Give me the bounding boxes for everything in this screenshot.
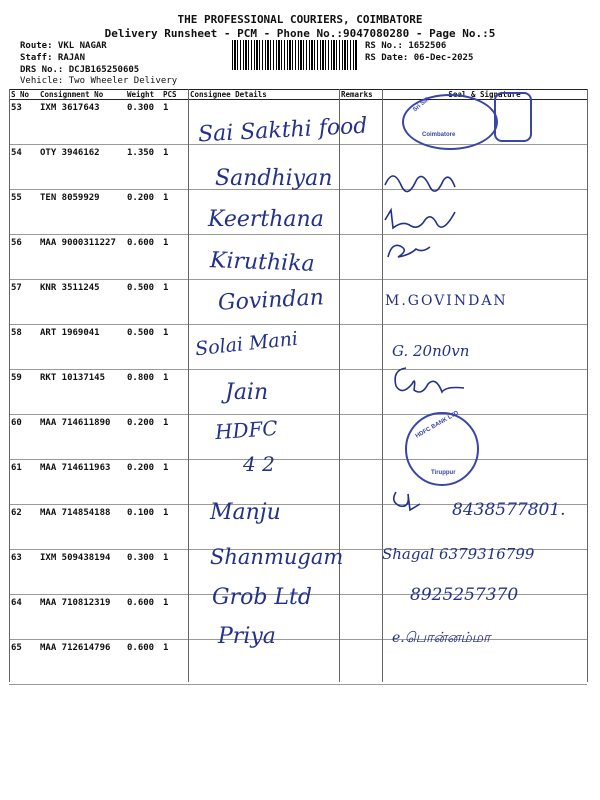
handwritten-consignee: Jain xyxy=(225,380,269,405)
cell-pcs: 1 xyxy=(161,595,188,640)
vehicle-label: Vehicle: Two Wheeler Delivery xyxy=(20,76,178,86)
cell-consignment: MAA 712614796 xyxy=(38,640,125,685)
handwritten-consignee: Kiruthika xyxy=(209,248,316,277)
cell-consignment: ART 1969041 xyxy=(38,325,125,370)
handwritten-consignee: Sai Sakthi food xyxy=(197,113,369,148)
cell-sno: 58 xyxy=(9,325,38,370)
cell-weight: 0.200 xyxy=(125,190,161,235)
cell-weight: 0.200 xyxy=(125,460,161,505)
cell-sno: 54 xyxy=(9,145,38,190)
phone-63: Shagal 6379316799 xyxy=(382,545,535,563)
table-row xyxy=(9,415,587,460)
cell-pcs: 1 xyxy=(161,550,188,595)
cell-sno: 64 xyxy=(9,595,38,640)
cell-pcs: 1 xyxy=(161,100,188,145)
column-divider xyxy=(9,89,10,682)
col-sno: S No xyxy=(9,90,38,100)
cell-weight: 0.500 xyxy=(125,325,161,370)
cell-consignment: IXM 509438194 xyxy=(38,550,125,595)
cell-pcs: 1 xyxy=(161,280,188,325)
signature-scribbles xyxy=(380,165,480,275)
cell-weight: 0.800 xyxy=(125,370,161,415)
cell-pcs: 1 xyxy=(161,460,188,505)
handwritten-consignee: HDFC xyxy=(214,415,279,445)
table-row xyxy=(9,370,587,415)
col-remarks: Remarks xyxy=(339,90,382,100)
cell-sno: 61 xyxy=(9,460,38,505)
cell-consignment: MAA 9000311227 xyxy=(38,235,125,280)
handwritten-consignee: Shanmugam xyxy=(210,545,344,569)
phone-64: 8925257370 xyxy=(410,585,519,605)
col-consignee: Consignee Details xyxy=(188,90,339,100)
cell-pcs: 1 xyxy=(161,640,188,685)
cell-pcs: 1 xyxy=(161,190,188,235)
signature-54 xyxy=(385,176,455,192)
cell-consignment: MAA 714611890 xyxy=(38,415,125,460)
table-row xyxy=(9,640,587,685)
cell-weight: 0.300 xyxy=(125,550,161,595)
cell-pcs: 1 xyxy=(161,505,188,550)
column-divider xyxy=(339,89,340,682)
signature-65: e.பொன்னம்மா xyxy=(392,630,491,646)
cell-pcs: 1 xyxy=(161,415,188,460)
signature-56 xyxy=(388,245,430,257)
cell-weight: 0.200 xyxy=(125,415,161,460)
handwritten-consignee: 4 2 xyxy=(243,452,275,476)
handwritten-consignee: Keerthana xyxy=(208,207,324,232)
cell-consignment: MAA 714611963 xyxy=(38,460,125,505)
cell-pcs: 1 xyxy=(161,145,188,190)
handwritten-consignee: Govindan xyxy=(217,285,325,316)
cell-weight: 0.500 xyxy=(125,280,161,325)
cell-consignment: KNR 3511245 xyxy=(38,280,125,325)
column-divider xyxy=(587,89,588,682)
rs-number: RS No.: 1652506 xyxy=(365,41,447,51)
cell-consignment: OTY 3946162 xyxy=(38,145,125,190)
cell-consignment: MAA 714854188 xyxy=(38,505,125,550)
handwritten-consignee: Grob Ltd xyxy=(212,585,312,610)
handwritten-consignee: Priya xyxy=(218,624,276,649)
cell-weight: 0.600 xyxy=(125,595,161,640)
signature-59 xyxy=(392,360,482,400)
barcode xyxy=(232,40,358,70)
signature-text-58: G. 20n0vn xyxy=(392,342,470,360)
cell-pcs: 1 xyxy=(161,370,188,415)
rs-date: RS Date: 06-Dec-2025 xyxy=(365,53,474,63)
handwritten-consignee: Solai Mani xyxy=(194,327,299,361)
cell-sno: 56 xyxy=(9,235,38,280)
col-seal: Seal & Signature xyxy=(382,90,587,100)
cell-weight: 0.100 xyxy=(125,505,161,550)
cell-sno: 55 xyxy=(9,190,38,235)
phone-62: 8438577801. xyxy=(452,500,566,520)
cell-sno: 63 xyxy=(9,550,38,595)
signature-text-57: M.GOVINDAN xyxy=(385,293,508,309)
staff-label: Staff: RAJAN xyxy=(20,53,86,63)
company-title: THE PROFESSIONAL COURIERS, COIMBATORE xyxy=(177,13,423,26)
cell-sno: 59 xyxy=(9,370,38,415)
table-row xyxy=(9,460,587,505)
route-label: Route: VKL NAGAR xyxy=(20,41,107,51)
cell-consignment: MAA 710812319 xyxy=(38,595,125,640)
cell-weight: 0.600 xyxy=(125,640,161,685)
company-stamp: Sri Sai Coimbatore xyxy=(402,94,498,150)
bank-stamp: HDFC BANK LTD Tiruppur xyxy=(405,412,479,486)
runsheet-title: Delivery Runsheet - PCM - Phone No.:9047080280 - Page No.:5 xyxy=(104,27,496,40)
cell-sno: 53 xyxy=(9,100,38,145)
drs-number: DRS No.: DCJB165250605 xyxy=(20,65,140,75)
col-pcs: PCS xyxy=(161,90,188,100)
cell-sno: 57 xyxy=(9,280,38,325)
handwritten-consignee: Sandhiyan xyxy=(215,166,333,191)
cell-weight: 1.350 xyxy=(125,145,161,190)
cell-pcs: 1 xyxy=(161,325,188,370)
handwritten-consignee: Manju xyxy=(210,500,281,525)
secondary-stamp xyxy=(494,92,532,142)
signature-62 xyxy=(390,484,430,514)
signature-55 xyxy=(385,210,455,228)
cell-weight: 0.600 xyxy=(125,235,161,280)
cell-consignment: TEN 8059929 xyxy=(38,190,125,235)
cell-consignment: RKT 10137145 xyxy=(38,370,125,415)
cell-sno: 65 xyxy=(9,640,38,685)
column-divider xyxy=(188,89,189,682)
cell-weight: 0.300 xyxy=(125,100,161,145)
cell-sno: 62 xyxy=(9,505,38,550)
col-consignment: Consignment No xyxy=(38,90,125,100)
col-weight: Weight xyxy=(125,90,161,100)
cell-pcs: 1 xyxy=(161,235,188,280)
cell-sno: 60 xyxy=(9,415,38,460)
cell-consignment: IXM 3617643 xyxy=(38,100,125,145)
